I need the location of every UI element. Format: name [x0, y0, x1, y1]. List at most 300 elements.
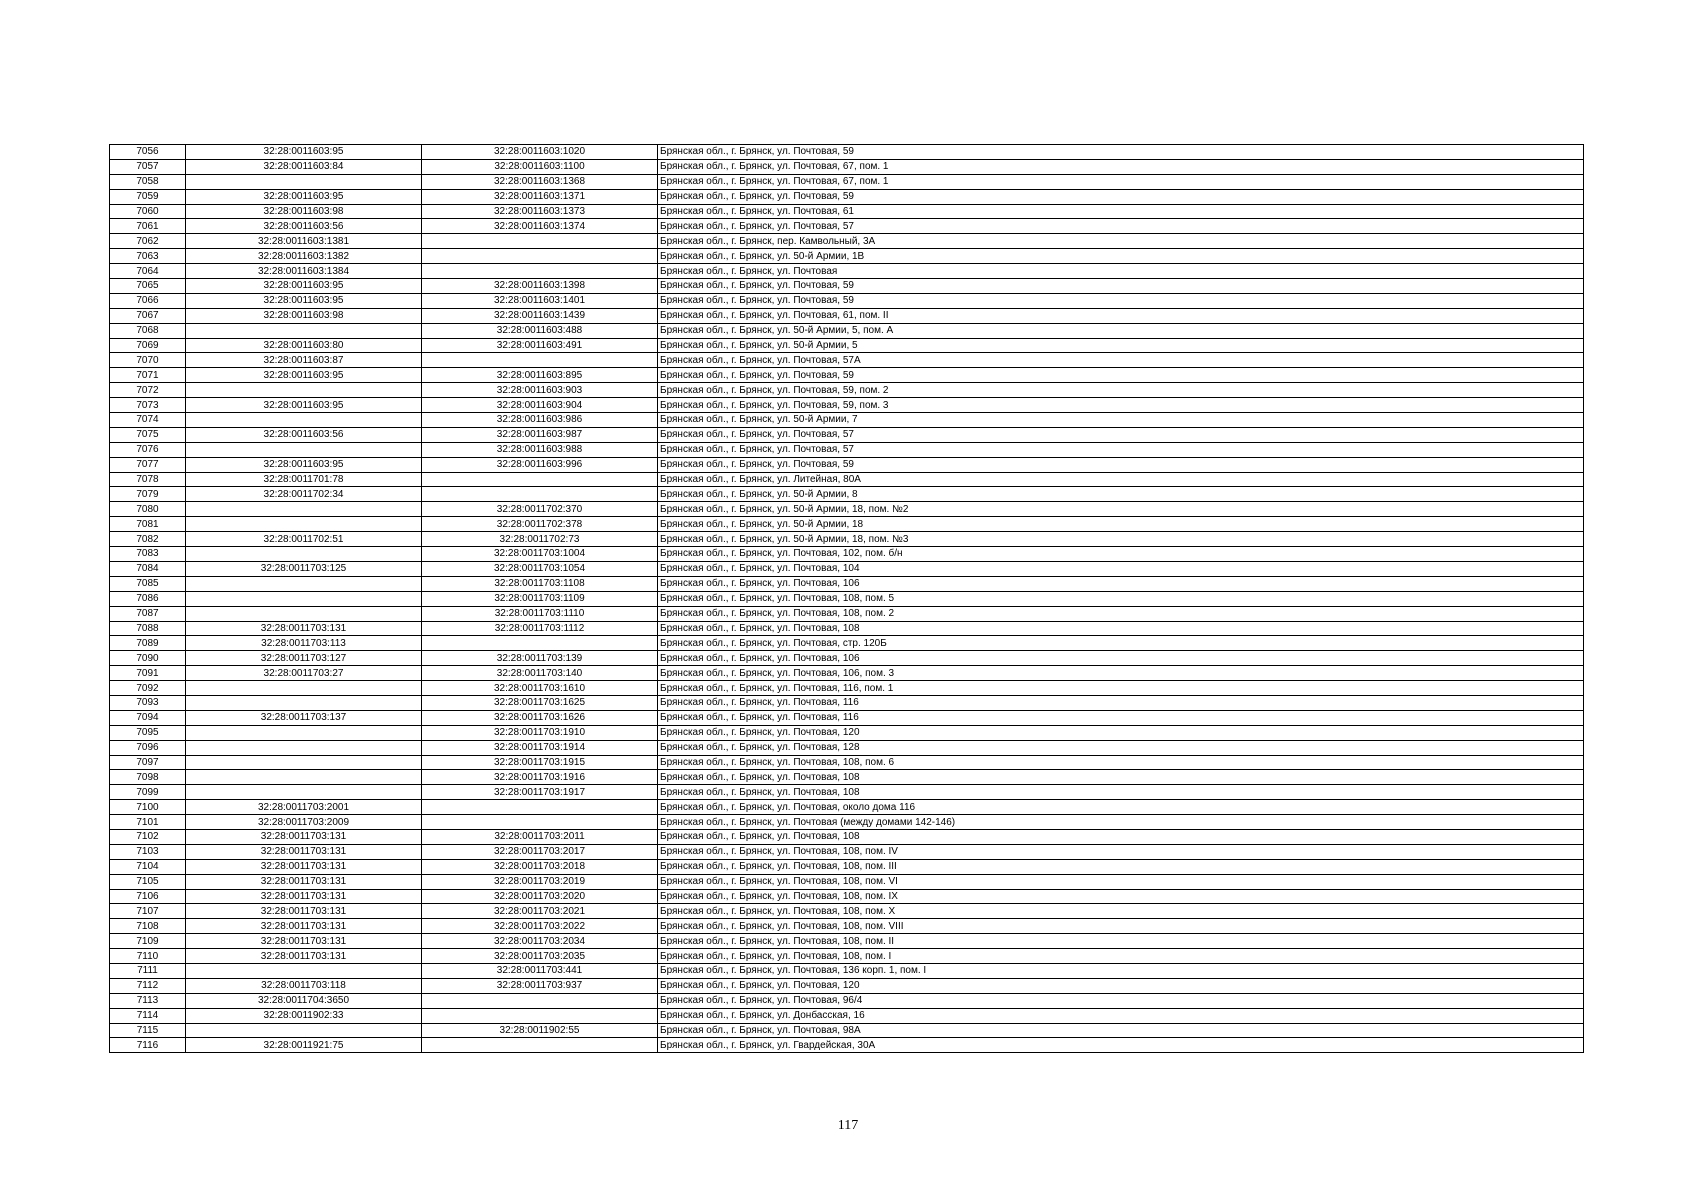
address-cell: Брянская обл., г. Брянск, ул. Почтовая, 116: [658, 695, 1584, 710]
address-cell: Брянская обл., г. Брянск, ул. Почтовая, 98А: [658, 1023, 1584, 1038]
cadastral-number-cell: 32:28:0011703:1610: [422, 681, 658, 696]
address-cell: Брянская обл., г. Брянск, ул. Почтовая, 108, пом. VIII: [658, 919, 1584, 934]
address-cell: Брянская обл., г. Брянск, ул. Почтовая, 108: [658, 785, 1584, 800]
table-row: [110, 785, 1584, 800]
table-row: [110, 159, 1584, 174]
row-number-cell: 7078: [110, 472, 186, 487]
table-row: [110, 993, 1584, 1008]
cadastral-number-cell: 32:28:0011603:1371: [422, 189, 658, 204]
parent-cadastral-number-cell: 32:28:0011603:95: [186, 293, 422, 308]
address-cell: Брянская обл., г. Брянск, ул. Почтовая, 108, пом. IX: [658, 889, 1584, 904]
address-cell: Брянская обл., г. Брянск, ул. Почтовая, 57А: [658, 353, 1584, 368]
row-number-cell: 7083: [110, 547, 186, 562]
parent-cadastral-number-cell: 32:28:0011603:1382: [186, 249, 422, 264]
row-number-cell: 7060: [110, 204, 186, 219]
address-cell: Брянская обл., г. Брянск, ул. Почтовая, 136 корп. 1, пом. I: [658, 963, 1584, 978]
cadastral-number-cell: 32:28:0011703:1916: [422, 770, 658, 785]
address-cell: Брянская обл., г. Брянск, ул. Почтовая, 120: [658, 978, 1584, 993]
cadastral-number-cell: 32:28:0011703:2021: [422, 904, 658, 919]
cadastral-number-cell: 32:28:0011703:2022: [422, 919, 658, 934]
row-number-cell: 7066: [110, 293, 186, 308]
address-cell: Брянская обл., г. Брянск, ул. Почтовая (между домами 142-146): [658, 815, 1584, 830]
row-number-cell: 7115: [110, 1023, 186, 1038]
address-cell: Брянская обл., г. Брянск, ул. Почтовая, 106: [658, 651, 1584, 666]
address-cell: Брянская обл., г. Брянск, ул. 50-й Армии, 8: [658, 487, 1584, 502]
parent-cadastral-number-cell: 32:28:0011704:3650: [186, 993, 422, 1008]
row-number-cell: 7089: [110, 636, 186, 651]
row-number-cell: 7091: [110, 666, 186, 681]
parent-cadastral-number-cell: 32:28:0011703:2009: [186, 815, 422, 830]
address-cell: Брянская обл., г. Брянск, ул. Донбасская, 16: [658, 1008, 1584, 1023]
row-number-cell: 7108: [110, 919, 186, 934]
table-row: [110, 279, 1584, 294]
table-row: [110, 145, 1584, 160]
cadastral-number-cell: 32:28:0011703:1914: [422, 740, 658, 755]
row-number-cell: 7088: [110, 621, 186, 636]
row-number-cell: 7065: [110, 279, 186, 294]
address-cell: Брянская обл., г. Брянск, ул. Почтовая, 108, пом. 2: [658, 606, 1584, 621]
cadastral-number-cell: 32:28:0011603:1374: [422, 219, 658, 234]
row-number-cell: 7064: [110, 264, 186, 279]
row-number-cell: 7056: [110, 145, 186, 160]
cadastral-number-cell: 32:28:0011703:2035: [422, 949, 658, 964]
row-number-cell: 7107: [110, 904, 186, 919]
cadastral-number-cell: 32:28:0011703:2018: [422, 859, 658, 874]
row-number-cell: 7079: [110, 487, 186, 502]
row-number-cell: 7102: [110, 829, 186, 844]
cadastral-number-cell: 32:28:0011702:378: [422, 517, 658, 532]
table-row: [110, 1008, 1584, 1023]
address-cell: Брянская обл., г. Брянск, ул. Почтовая, 116, пом. 1: [658, 681, 1584, 696]
table-row: [110, 874, 1584, 889]
cadastral-number-cell: 32:28:0011603:1398: [422, 279, 658, 294]
row-number-cell: 7095: [110, 725, 186, 740]
table-row: [110, 755, 1584, 770]
table-row: [110, 904, 1584, 919]
parent-cadastral-number-cell: 32:28:0011603:95: [186, 398, 422, 413]
cadastral-number-cell: 32:28:0011603:1373: [422, 204, 658, 219]
table-row: [110, 710, 1584, 725]
row-number-cell: 7110: [110, 949, 186, 964]
table-row: [110, 323, 1584, 338]
parent-cadastral-number-cell: 32:28:0011603:87: [186, 353, 422, 368]
cadastral-number-cell: 32:28:0011603:1100: [422, 159, 658, 174]
row-number-cell: 7068: [110, 323, 186, 338]
address-cell: Брянская обл., г. Брянск, ул. 50-й Армии, 5: [658, 338, 1584, 353]
cadastral-number-cell: 32:28:0011603:1368: [422, 174, 658, 189]
address-cell: Брянская обл., г. Брянск, ул. Почтовая, 108: [658, 770, 1584, 785]
address-cell: Брянская обл., г. Брянск, ул. 50-й Армии, 1В: [658, 249, 1584, 264]
parent-cadastral-number-cell: 32:28:0011703:131: [186, 829, 422, 844]
parent-cadastral-number-cell: 32:28:0011703:118: [186, 978, 422, 993]
table-row: [110, 621, 1584, 636]
address-cell: Брянская обл., г. Брянск, ул. Почтовая, 59, пом. 2: [658, 383, 1584, 398]
parent-cadastral-number-cell: [186, 576, 422, 591]
cadastral-number-cell: 32:28:0011603:1020: [422, 145, 658, 160]
row-number-cell: 7072: [110, 383, 186, 398]
cadastral-number-cell: 32:28:0011603:491: [422, 338, 658, 353]
table-row: [110, 487, 1584, 502]
address-cell: Брянская обл., г. Брянск, ул. Почтовая, 59: [658, 293, 1584, 308]
table-row: [110, 517, 1584, 532]
row-number-cell: 7084: [110, 561, 186, 576]
cadastral-number-cell: [422, 815, 658, 830]
row-number-cell: 7074: [110, 413, 186, 428]
address-cell: Брянская обл., г. Брянск, ул. 50-й Армии, 7: [658, 413, 1584, 428]
table-body: [110, 145, 1584, 1053]
parent-cadastral-number-cell: 32:28:0011702:34: [186, 487, 422, 502]
parent-cadastral-number-cell: [186, 413, 422, 428]
cadastral-number-cell: 32:28:0011603:1439: [422, 308, 658, 323]
table-row: [110, 547, 1584, 562]
row-number-cell: 7087: [110, 606, 186, 621]
parent-cadastral-number-cell: 32:28:0011603:95: [186, 189, 422, 204]
parent-cadastral-number-cell: 32:28:0011603:56: [186, 219, 422, 234]
row-number-cell: 7063: [110, 249, 186, 264]
table-row: [110, 413, 1584, 428]
address-cell: Брянская обл., г. Брянск, ул. Почтовая, около дома 116: [658, 800, 1584, 815]
address-cell: Брянская обл., г. Брянск, ул. Почтовая, 108, пом. 5: [658, 591, 1584, 606]
table-row: [110, 189, 1584, 204]
parent-cadastral-number-cell: 32:28:0011703:113: [186, 636, 422, 651]
table-row: [110, 308, 1584, 323]
cadastral-number-cell: 32:28:0011703:1625: [422, 695, 658, 710]
address-cell: Брянская обл., г. Брянск, ул. Литейная, 80А: [658, 472, 1584, 487]
row-number-cell: 7099: [110, 785, 186, 800]
row-number-cell: 7077: [110, 457, 186, 472]
table-row: [110, 889, 1584, 904]
parent-cadastral-number-cell: [186, 770, 422, 785]
address-cell: Брянская обл., г. Брянск, ул. Почтовая: [658, 264, 1584, 279]
row-number-cell: 7116: [110, 1038, 186, 1053]
parent-cadastral-number-cell: 32:28:0011902:33: [186, 1008, 422, 1023]
cadastral-number-cell: [422, 353, 658, 368]
address-cell: Брянская обл., г. Брянск, ул. 50-й Армии, 18, пом. №3: [658, 532, 1584, 547]
parent-cadastral-number-cell: 32:28:0011703:131: [186, 844, 422, 859]
parent-cadastral-number-cell: 32:28:0011603:1381: [186, 234, 422, 249]
table-row: [110, 725, 1584, 740]
cadastral-number-cell: 32:28:0011703:2034: [422, 934, 658, 949]
parent-cadastral-number-cell: 32:28:0011703:131: [186, 934, 422, 949]
cadastral-number-cell: 32:28:0011702:73: [422, 532, 658, 547]
address-cell: Брянская обл., г. Брянск, ул. 50-й Армии, 18, пом. №2: [658, 502, 1584, 517]
parent-cadastral-number-cell: [186, 323, 422, 338]
parent-cadastral-number-cell: 32:28:0011603:95: [186, 145, 422, 160]
row-number-cell: 7070: [110, 353, 186, 368]
table-row: [110, 651, 1584, 666]
parent-cadastral-number-cell: [186, 547, 422, 562]
cadastral-number-cell: [422, 249, 658, 264]
cadastral-number-cell: 32:28:0011703:1109: [422, 591, 658, 606]
cadastral-number-cell: [422, 487, 658, 502]
cadastral-number-cell: 32:28:0011703:441: [422, 963, 658, 978]
table-row: [110, 978, 1584, 993]
table-row: [110, 844, 1584, 859]
cadastral-number-cell: 32:28:0011703:139: [422, 651, 658, 666]
address-cell: Брянская обл., г. Брянск, ул. Почтовая, стр. 120Б: [658, 636, 1584, 651]
cadastral-number-cell: 32:28:0011603:996: [422, 457, 658, 472]
table-row: [110, 740, 1584, 755]
table-row: [110, 681, 1584, 696]
cadastral-number-cell: 32:28:0011603:1401: [422, 293, 658, 308]
parent-cadastral-number-cell: 32:28:0011603:95: [186, 457, 422, 472]
row-number-cell: 7076: [110, 442, 186, 457]
table-row: [110, 427, 1584, 442]
row-number-cell: 7092: [110, 681, 186, 696]
parent-cadastral-number-cell: 32:28:0011703:131: [186, 949, 422, 964]
parent-cadastral-number-cell: 32:28:0011703:2001: [186, 800, 422, 815]
cadastral-number-cell: 32:28:0011703:2011: [422, 829, 658, 844]
parent-cadastral-number-cell: 32:28:0011703:131: [186, 889, 422, 904]
parent-cadastral-number-cell: [186, 725, 422, 740]
address-cell: Брянская обл., г. Брянск, ул. Почтовая, 106: [658, 576, 1584, 591]
row-number-cell: 7080: [110, 502, 186, 517]
parent-cadastral-number-cell: 32:28:0011703:131: [186, 859, 422, 874]
row-number-cell: 7093: [110, 695, 186, 710]
row-number-cell: 7105: [110, 874, 186, 889]
cadastral-number-cell: [422, 472, 658, 487]
address-cell: Брянская обл., г. Брянск, ул. Почтовая, 108, пом. III: [658, 859, 1584, 874]
address-cell: Брянская обл., г. Брянск, ул. Почтовая, 57: [658, 442, 1584, 457]
address-cell: Брянская обл., г. Брянск, ул. Почтовая, 67, пом. 1: [658, 174, 1584, 189]
row-number-cell: 7081: [110, 517, 186, 532]
address-cell: Брянская обл., г. Брянск, ул. Почтовая, 59: [658, 189, 1584, 204]
table-row: [110, 859, 1584, 874]
table-row: [110, 457, 1584, 472]
registry-table: [109, 144, 1584, 1053]
table-row: [110, 919, 1584, 934]
row-number-cell: 7109: [110, 934, 186, 949]
row-number-cell: 7058: [110, 174, 186, 189]
address-cell: Брянская обл., г. Брянск, ул. Почтовая, 108: [658, 829, 1584, 844]
cadastral-number-cell: 32:28:0011703:1108: [422, 576, 658, 591]
address-cell: Брянская обл., г. Брянск, ул. Почтовая, 108: [658, 621, 1584, 636]
row-number-cell: 7094: [110, 710, 186, 725]
parent-cadastral-number-cell: [186, 383, 422, 398]
cadastral-number-cell: 32:28:0011603:986: [422, 413, 658, 428]
row-number-cell: 7114: [110, 1008, 186, 1023]
row-number-cell: 7061: [110, 219, 186, 234]
parent-cadastral-number-cell: 32:28:0011703:131: [186, 621, 422, 636]
cadastral-number-cell: 32:28:0011703:1917: [422, 785, 658, 800]
table-row: [110, 591, 1584, 606]
address-cell: Брянская обл., г. Брянск, ул. Почтовая, 59, пом. 3: [658, 398, 1584, 413]
address-cell: Брянская обл., г. Брянск, ул. Почтовая, 120: [658, 725, 1584, 740]
parent-cadastral-number-cell: [186, 755, 422, 770]
row-number-cell: 7101: [110, 815, 186, 830]
row-number-cell: 7104: [110, 859, 186, 874]
table-row: [110, 1038, 1584, 1053]
cadastral-number-cell: 32:28:0011603:987: [422, 427, 658, 442]
parent-cadastral-number-cell: 32:28:0011603:84: [186, 159, 422, 174]
row-number-cell: 7098: [110, 770, 186, 785]
table-row: [110, 234, 1584, 249]
table-row: [110, 829, 1584, 844]
parent-cadastral-number-cell: 32:28:0011703:27: [186, 666, 422, 681]
address-cell: Брянская обл., г. Брянск, ул. Почтовая, 57: [658, 219, 1584, 234]
table-row: [110, 204, 1584, 219]
row-number-cell: 7097: [110, 755, 186, 770]
address-cell: Брянская обл., г. Брянск, ул. Почтовая, 102, пом. б/н: [658, 547, 1584, 562]
row-number-cell: 7113: [110, 993, 186, 1008]
row-number-cell: 7112: [110, 978, 186, 993]
table-row: [110, 1023, 1584, 1038]
table-row: [110, 770, 1584, 785]
address-cell: Брянская обл., г. Брянск, ул. Почтовая, 67, пом. 1: [658, 159, 1584, 174]
table-row: [110, 666, 1584, 681]
parent-cadastral-number-cell: [186, 681, 422, 696]
cadastral-number-cell: [422, 1038, 658, 1053]
table-row: [110, 174, 1584, 189]
table-row: [110, 249, 1584, 264]
table-row: [110, 949, 1584, 964]
table-row: [110, 368, 1584, 383]
address-cell: Брянская обл., г. Брянск, ул. Почтовая, 61, пом. II: [658, 308, 1584, 323]
parent-cadastral-number-cell: [186, 1023, 422, 1038]
row-number-cell: 7100: [110, 800, 186, 815]
table-row: [110, 398, 1584, 413]
cadastral-number-cell: 32:28:0011703:1626: [422, 710, 658, 725]
parent-cadastral-number-cell: 32:28:0011703:125: [186, 561, 422, 576]
cadastral-number-cell: 32:28:0011603:904: [422, 398, 658, 413]
row-number-cell: 7075: [110, 427, 186, 442]
parent-cadastral-number-cell: 32:28:0011703:131: [186, 904, 422, 919]
page-number: 117: [837, 1118, 859, 1133]
table-row: [110, 353, 1584, 368]
address-cell: Брянская обл., г. Брянск, ул. Почтовая, 128: [658, 740, 1584, 755]
row-number-cell: 7073: [110, 398, 186, 413]
address-cell: Брянская обл., г. Брянск, ул. Почтовая, 59: [658, 145, 1584, 160]
table-row: [110, 695, 1584, 710]
parent-cadastral-number-cell: 32:28:0011603:1384: [186, 264, 422, 279]
parent-cadastral-number-cell: 32:28:0011603:98: [186, 308, 422, 323]
address-cell: Брянская обл., г. Брянск, ул. Почтовая, 116: [658, 710, 1584, 725]
parent-cadastral-number-cell: 32:28:0011921:75: [186, 1038, 422, 1053]
row-number-cell: 7062: [110, 234, 186, 249]
parent-cadastral-number-cell: 32:28:0011703:137: [186, 710, 422, 725]
table-row: [110, 561, 1584, 576]
row-number-cell: 7085: [110, 576, 186, 591]
cadastral-number-cell: 32:28:0011603:895: [422, 368, 658, 383]
cadastral-number-cell: 32:28:0011703:1110: [422, 606, 658, 621]
parent-cadastral-number-cell: [186, 174, 422, 189]
row-number-cell: 7071: [110, 368, 186, 383]
row-number-cell: 7090: [110, 651, 186, 666]
parent-cadastral-number-cell: 32:28:0011603:56: [186, 427, 422, 442]
cadastral-number-cell: 32:28:0011603:903: [422, 383, 658, 398]
cadastral-number-cell: 32:28:0011703:1112: [422, 621, 658, 636]
address-cell: Брянская обл., г. Брянск, ул. Почтовая, 108, пом. II: [658, 934, 1584, 949]
address-cell: Брянская обл., г. Брянск, ул. Почтовая, 61: [658, 204, 1584, 219]
cadastral-number-cell: 32:28:0011603:488: [422, 323, 658, 338]
table-row: [110, 219, 1584, 234]
parent-cadastral-number-cell: [186, 591, 422, 606]
cadastral-number-cell: [422, 800, 658, 815]
parent-cadastral-number-cell: [186, 517, 422, 532]
table-row: [110, 963, 1584, 978]
address-cell: Брянская обл., г. Брянск, ул. 50-й Армии, 18: [658, 517, 1584, 532]
cadastral-number-cell: 32:28:0011703:140: [422, 666, 658, 681]
cadastral-number-cell: 32:28:0011703:2019: [422, 874, 658, 889]
table-row: [110, 800, 1584, 815]
parent-cadastral-number-cell: 32:28:0011603:95: [186, 279, 422, 294]
cadastral-number-cell: 32:28:0011703:1054: [422, 561, 658, 576]
table-row: [110, 383, 1584, 398]
table-row: [110, 934, 1584, 949]
address-cell: Брянская обл., г. Брянск, ул. 50-й Армии, 5, пом. А: [658, 323, 1584, 338]
cadastral-number-cell: 32:28:0011902:55: [422, 1023, 658, 1038]
parent-cadastral-number-cell: [186, 740, 422, 755]
row-number-cell: 7111: [110, 963, 186, 978]
address-cell: Брянская обл., г. Брянск, ул. Почтовая, 108, пом. IV: [658, 844, 1584, 859]
table-row: [110, 636, 1584, 651]
parent-cadastral-number-cell: 32:28:0011603:80: [186, 338, 422, 353]
cadastral-number-cell: 32:28:0011703:1915: [422, 755, 658, 770]
parent-cadastral-number-cell: 32:28:0011703:127: [186, 651, 422, 666]
parent-cadastral-number-cell: [186, 785, 422, 800]
row-number-cell: 7069: [110, 338, 186, 353]
cadastral-number-cell: [422, 993, 658, 1008]
parent-cadastral-number-cell: 32:28:0011701:78: [186, 472, 422, 487]
cadastral-number-cell: [422, 1008, 658, 1023]
table-row: [110, 293, 1584, 308]
table-row: [110, 472, 1584, 487]
cadastral-number-cell: [422, 234, 658, 249]
address-cell: Брянская обл., г. Брянск, ул. Почтовая, 104: [658, 561, 1584, 576]
table-row: [110, 264, 1584, 279]
cadastral-number-cell: 32:28:0011703:1004: [422, 547, 658, 562]
address-cell: Брянская обл., г. Брянск, ул. Почтовая, 108, пом. I: [658, 949, 1584, 964]
cadastral-number-cell: 32:28:0011703:937: [422, 978, 658, 993]
cadastral-number-cell: 32:28:0011702:370: [422, 502, 658, 517]
cadastral-number-cell: 32:28:0011703:2017: [422, 844, 658, 859]
table-row: [110, 576, 1584, 591]
parent-cadastral-number-cell: 32:28:0011603:95: [186, 368, 422, 383]
table-row: [110, 606, 1584, 621]
row-number-cell: 7082: [110, 532, 186, 547]
parent-cadastral-number-cell: [186, 606, 422, 621]
parent-cadastral-number-cell: [186, 502, 422, 517]
address-cell: Брянская обл., г. Брянск, ул. Почтовая, 108, пом. X: [658, 904, 1584, 919]
cadastral-number-cell: 32:28:0011703:1910: [422, 725, 658, 740]
row-number-cell: 7059: [110, 189, 186, 204]
table-row: [110, 815, 1584, 830]
cadastral-number-cell: [422, 264, 658, 279]
address-cell: Брянская обл., г. Брянск, ул. Почтовая, 108, пом. VI: [658, 874, 1584, 889]
row-number-cell: 7057: [110, 159, 186, 174]
parent-cadastral-number-cell: 32:28:0011702:51: [186, 532, 422, 547]
table-row: [110, 532, 1584, 547]
parent-cadastral-number-cell: 32:28:0011703:131: [186, 874, 422, 889]
row-number-cell: 7096: [110, 740, 186, 755]
row-number-cell: 7106: [110, 889, 186, 904]
row-number-cell: 7103: [110, 844, 186, 859]
row-number-cell: 7086: [110, 591, 186, 606]
address-cell: Брянская обл., г. Брянск, ул. Почтовая, 106, пом. 3: [658, 666, 1584, 681]
address-cell: Брянская обл., г. Брянск, ул. Почтовая, 59: [658, 457, 1584, 472]
address-cell: Брянская обл., г. Брянск, ул. Почтовая, 59: [658, 368, 1584, 383]
address-cell: Брянская обл., г. Брянск, ул. Почтовая, 108, пом. 6: [658, 755, 1584, 770]
table-row: [110, 502, 1584, 517]
address-cell: Брянская обл., г. Брянск, ул. Почтовая, 57: [658, 427, 1584, 442]
cadastral-number-cell: 32:28:0011603:988: [422, 442, 658, 457]
cadastral-number-cell: [422, 636, 658, 651]
parent-cadastral-number-cell: [186, 695, 422, 710]
table-row: [110, 338, 1584, 353]
parent-cadastral-number-cell: [186, 963, 422, 978]
table-row: [110, 442, 1584, 457]
parent-cadastral-number-cell: 32:28:0011603:98: [186, 204, 422, 219]
